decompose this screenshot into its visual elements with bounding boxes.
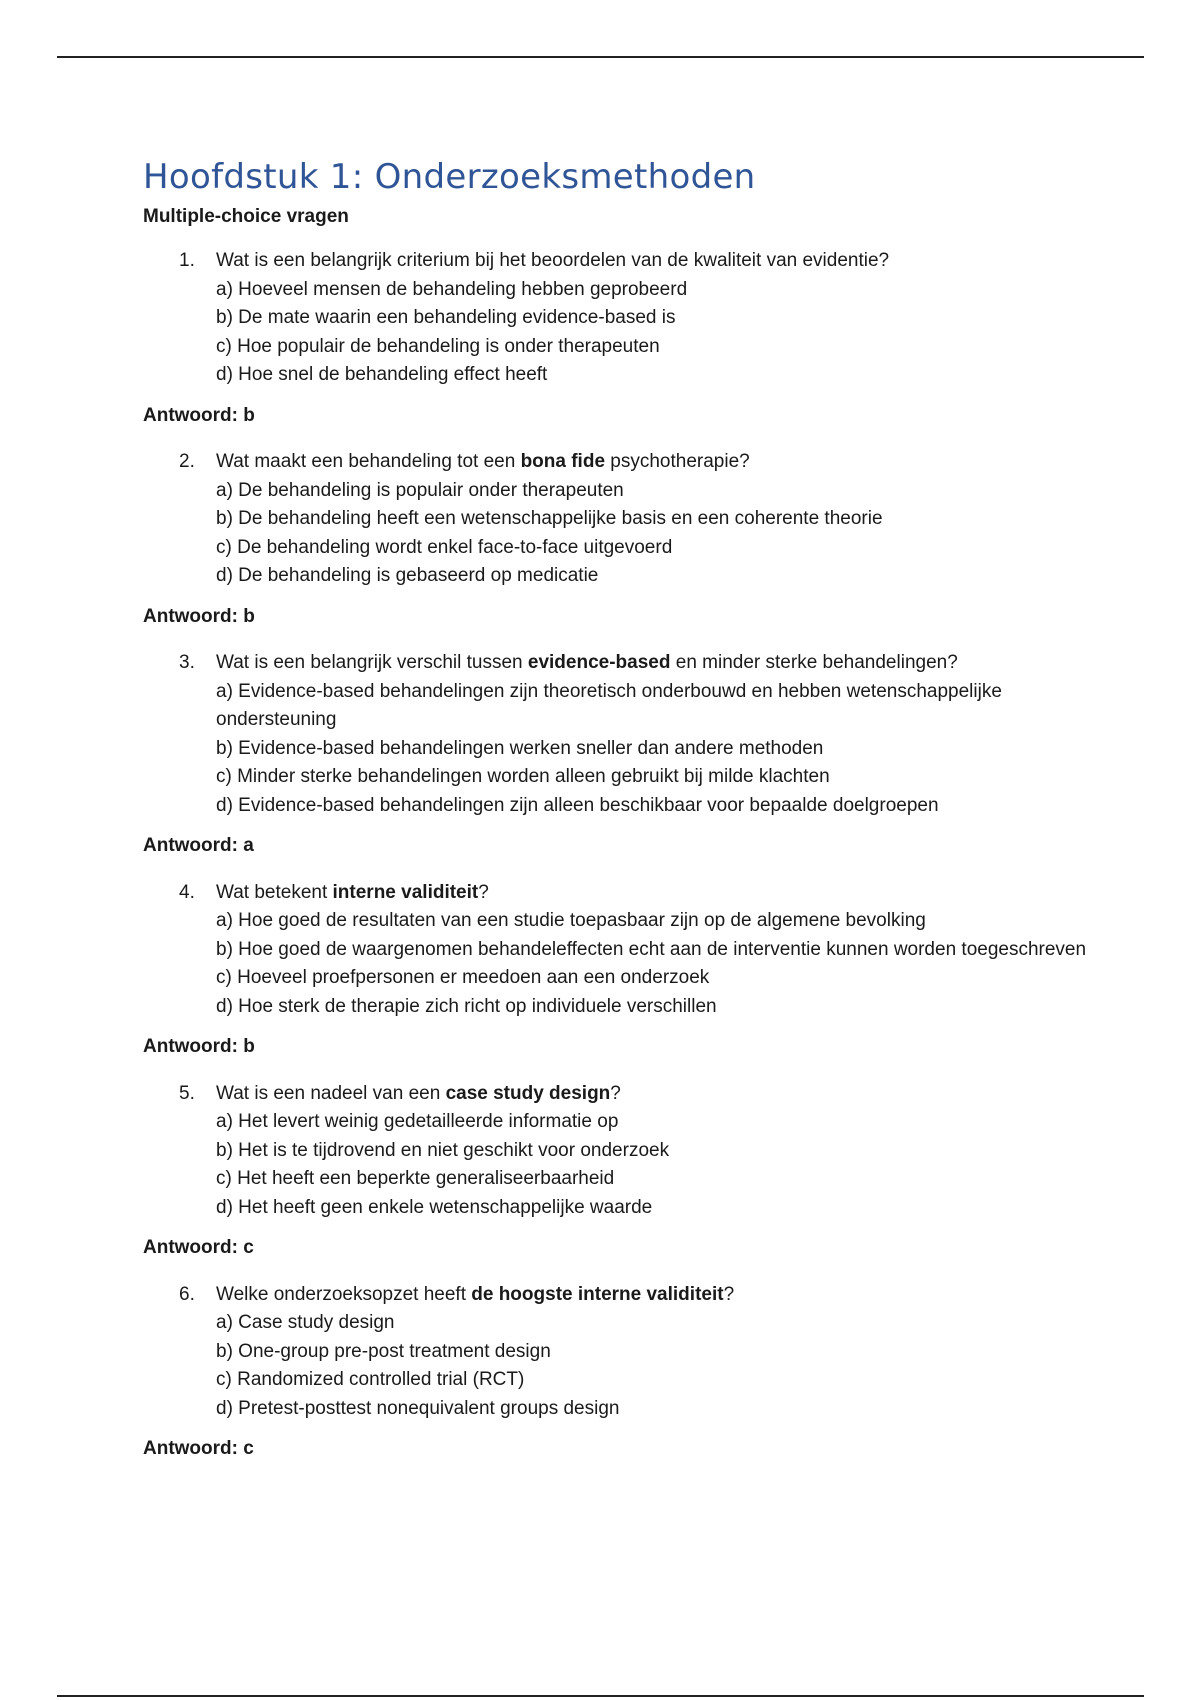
answer-option: b) De behandeling heeft een wetenschappelijke basis en een coherente theorie [216, 508, 883, 529]
answer-option: d) De behandeling is gebaseerd op medicatie [216, 565, 599, 586]
question-text-pre: Wat is een nadeel van een [216, 1082, 446, 1104]
question-text-bold: de hoogste interne validiteit [471, 1283, 724, 1305]
question-text-post: en minder sterke behandelingen? [670, 652, 958, 673]
answer-value: b [243, 605, 255, 627]
answer-value: c [243, 1438, 254, 1459]
answer-line [143, 402, 1103, 431]
page-title: Hoofdstuk 1: Onderzoeksmethoden [143, 157, 756, 197]
answer-option: b) Evidence-based behandelingen werken sneller dan andere methoden [216, 737, 824, 759]
answer-value: a [243, 835, 254, 856]
question-text-bold: case study design [445, 1082, 611, 1104]
answer-option: c) Hoe populair de behandeling is onder therapeuten [216, 335, 660, 357]
answer-option: c) Minder sterke behandelingen worden alleen gebruikt bij milde klachten [216, 766, 830, 787]
answer-option: d) Hoe sterk de therapie zich richt op individuele verschillen [216, 995, 717, 1017]
answer-option: b) One-group pre-post treatment design [216, 1340, 551, 1362]
answer-option: c) Randomized controlled trial (RCT) [216, 1369, 525, 1390]
answer-option: b) Het is te tijdrovend en niet geschikt voor onderzoek [216, 1139, 670, 1161]
question-text-bold: bona fide [520, 451, 606, 472]
question-2 [143, 448, 1103, 591]
question-text-bold: interne validiteit [332, 881, 479, 903]
answer-value: b [243, 404, 255, 426]
question-number: 2. [179, 451, 195, 472]
question-text-pre: Wat is een belangrijk verschil tussen [216, 652, 528, 673]
answer-option: a) Evidence-based behandelingen zijn theoretisch onderbouwd en hebben wetenschappelijke ondersteuning [216, 680, 1002, 730]
answer-line [143, 603, 1103, 632]
question-number: 5. [179, 1082, 195, 1104]
question-5 [143, 1080, 1103, 1223]
answer-option: c) Hoeveel proefpersonen er meedoen aan een onderzoek [216, 967, 710, 988]
question-text-post: ? [723, 1283, 735, 1305]
question-1 [143, 247, 1103, 390]
answer-label: Antwoord: [143, 605, 238, 627]
answer-option: d) Hoe snel de behandeling effect heeft [216, 364, 548, 385]
answer-option: a) Het levert weinig gedetailleerde informatie op [216, 1111, 619, 1132]
answer-label: Antwoord: [143, 1036, 238, 1057]
question-list [143, 247, 1103, 1464]
answer-line [143, 832, 1103, 861]
answer-option: d) Het heeft geen enkele wetenschappelijke waarde [216, 1196, 653, 1218]
answer-option: c) De behandeling wordt enkel face-to-face uitgevoerd [216, 536, 673, 558]
document-body [143, 155, 1103, 1464]
question-text-post: psychotherapie? [605, 451, 750, 472]
answer-line [143, 1435, 1103, 1464]
question-text-post: ? [610, 1082, 621, 1104]
question-text [216, 649, 1103, 678]
question-number: 6. [179, 1283, 195, 1305]
answer-label: Antwoord: [143, 404, 238, 426]
answer-value: b [243, 1036, 255, 1057]
answer-line [143, 1033, 1103, 1062]
question-4 [143, 879, 1103, 1022]
answer-line [143, 1234, 1103, 1263]
answer-option: c) Het heeft een beperkte generaliseerbaarheid [216, 1168, 615, 1189]
question-text [216, 1281, 1103, 1310]
answer-option: b) De mate waarin een behandeling evidence-based is [216, 307, 676, 328]
answer-label: Antwoord: [143, 835, 238, 856]
question-text-post: ? [478, 881, 489, 903]
question-number: 4. [179, 881, 195, 903]
section-subtitle: Multiple-choice vragen [143, 206, 349, 227]
bottom-rule [57, 1695, 1144, 1697]
answer-option: b) Hoe goed de waargenomen behandeleffecten echt aan de interventie kunnen worden toegeschreven [216, 938, 1087, 960]
answer-label: Antwoord: [143, 1237, 238, 1258]
question-number: 1. [179, 250, 195, 271]
question-text [216, 448, 1103, 477]
question-text-bold: evidence-based [527, 652, 671, 673]
question-text [216, 247, 1103, 276]
answer-option: a) Hoe goed de resultaten van een studie toepasbaar zijn op de algemene bevolking [216, 910, 926, 931]
question-text-pre: Wat is een belangrijk criterium bij het beoordelen van de kwaliteit van evidentie? [216, 250, 890, 271]
question-6 [143, 1281, 1103, 1424]
question-text-pre: Wat maakt een behandeling tot een [216, 451, 521, 472]
question-3 [143, 649, 1103, 820]
answer-option: a) Hoeveel mensen de behandeling hebben geprobeerd [216, 278, 688, 300]
answer-option: d) Pretest-posttest nonequivalent groups design [216, 1397, 620, 1419]
question-text [216, 1080, 1103, 1109]
question-number: 3. [179, 652, 195, 673]
answer-value: c [243, 1237, 254, 1258]
question-text [216, 879, 1103, 908]
question-text-pre: Welke onderzoeksopzet heeft [216, 1283, 472, 1305]
answer-label: Antwoord: [143, 1438, 238, 1459]
question-text-pre: Wat betekent [216, 881, 333, 903]
top-rule [57, 56, 1144, 58]
answer-option: a) De behandeling is populair onder therapeuten [216, 479, 624, 501]
answer-option: d) Evidence-based behandelingen zijn alleen beschikbaar voor bepaalde doelgroepen [216, 794, 939, 816]
answer-option: a) Case study design [216, 1312, 395, 1333]
